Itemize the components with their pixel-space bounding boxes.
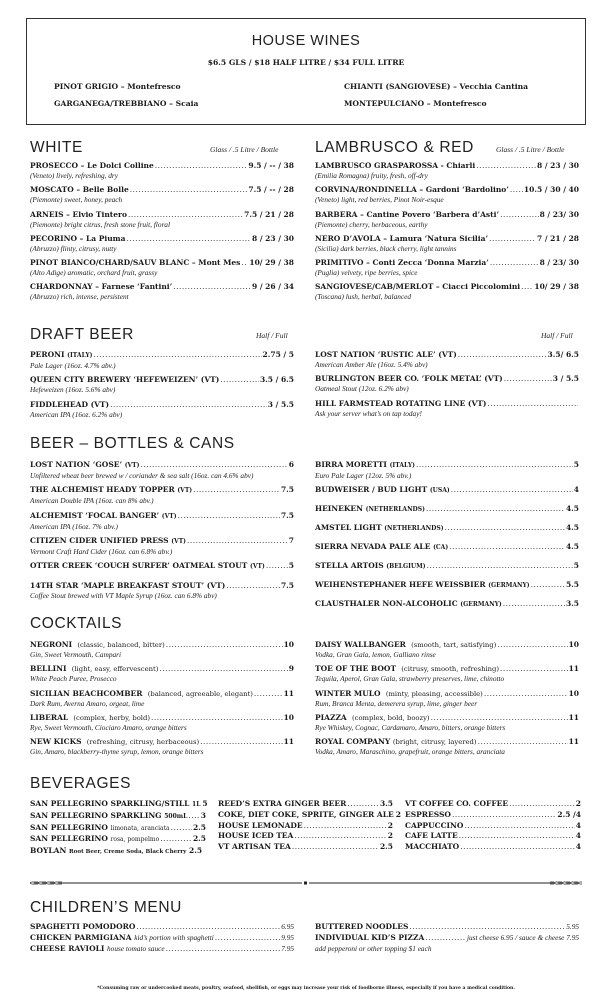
item-note: (complex, herby, bold) bbox=[73, 713, 150, 722]
item-price: 9.5 / -- / 38 bbox=[248, 161, 294, 170]
beverages-col-2 bbox=[218, 799, 401, 853]
item-desc: (Puglia) velvety, ripe berries, spice bbox=[315, 268, 418, 278]
item-origin: (GERMANY) bbox=[488, 582, 530, 590]
house-wine-item: MONTEPULCIANO – Montefresco bbox=[344, 99, 487, 108]
item-price: 2 bbox=[387, 820, 393, 830]
item-name: FIDDLEHEAD (VT) bbox=[30, 399, 110, 409]
item-price: 6.95 bbox=[281, 922, 294, 931]
item-name: WINTER MULO bbox=[315, 688, 381, 698]
item-price: 11 bbox=[568, 737, 579, 747]
menu-item bbox=[315, 210, 579, 229]
menu-item bbox=[315, 561, 579, 572]
item-desc: (Toscana) lush, herbal, balanced bbox=[315, 292, 412, 302]
item-note: house tomato sauce bbox=[107, 943, 165, 953]
item-origin: (ITALY) bbox=[67, 352, 93, 359]
beverages-col-3 bbox=[405, 799, 581, 853]
item-origin: (USA) bbox=[429, 487, 450, 495]
white-column-header: Glass / .5 Litre / Bottle bbox=[210, 145, 279, 154]
ornamental-divider bbox=[30, 880, 582, 886]
item-origin: (CA) bbox=[433, 544, 449, 552]
item-name: QUEEN CITY BREWERY ‘HEFEWEIZEN’ (VT) bbox=[30, 375, 220, 385]
children-list-right bbox=[315, 922, 579, 953]
item-price: 5 bbox=[573, 561, 579, 571]
menu-item bbox=[218, 842, 393, 853]
item-name: ROYAL COMPANY bbox=[315, 737, 391, 747]
item-desc: Coffee Stout brewed with VT Maple Syrup (16oz. can 6.8% abv) bbox=[30, 591, 217, 601]
item-name: VT ARTISAN TEA bbox=[218, 842, 291, 852]
house-wines-prices: $6.5 GLS / $18 HALF LITRE / $34 FULL LITRE bbox=[207, 58, 405, 67]
item-desc: American Double IPA (16oz. can 8% abv.) bbox=[30, 496, 154, 506]
bottles-list-right bbox=[315, 460, 579, 616]
item-name: AMSTEL LIGHT bbox=[315, 523, 382, 533]
item-name: HOUSE ICED TEA bbox=[218, 831, 294, 841]
item-note: 500mL bbox=[164, 812, 188, 820]
menu-item bbox=[315, 523, 579, 534]
item-name: PROSECCO – Le Dolci Colline bbox=[30, 161, 154, 170]
item-desc: Rye Whiskey, Cognac, Cardamaro, Amaro, bitters, orange bitters bbox=[315, 722, 506, 732]
item-name: MOSCATO – Belle Bolle bbox=[30, 185, 129, 195]
item-desc: Vodka, Amaro, Maraschino, grapefruit, orange bitters, aranciata bbox=[315, 747, 505, 757]
item-price: 5.95 bbox=[566, 922, 579, 931]
item-desc: (Emilia Romagna) fruity, fresh, off-dry bbox=[315, 171, 428, 180]
menu-item bbox=[315, 374, 579, 393]
item-price: 8 / 23/ 30 bbox=[539, 258, 579, 268]
menu-item bbox=[315, 640, 579, 659]
item-price: 2.5 bbox=[192, 834, 206, 844]
menu-item bbox=[30, 185, 294, 204]
item-desc: Gin, Amaro, blackberry-thyme syrup, lemon, orange bitters bbox=[30, 747, 204, 757]
section-title-red: LAMBRUSCO & RED bbox=[315, 139, 474, 156]
item-desc: (Veneto) lively, refreshing, dry bbox=[30, 171, 119, 180]
menu-item bbox=[315, 485, 579, 496]
item-price: 2.5 bbox=[189, 846, 203, 856]
beverages-col-1 bbox=[30, 799, 206, 858]
menu-item bbox=[315, 504, 579, 515]
item-origin: (NETHERLANDS) bbox=[384, 525, 444, 533]
item-price: just cheese 6.95 / sauce & cheese 7.95 bbox=[466, 932, 579, 942]
item-price: 7.5 / 21 / 28 bbox=[244, 209, 294, 219]
item-price: 4 bbox=[575, 842, 581, 852]
item-price: 2.5 bbox=[379, 842, 393, 852]
item-name: NEGRONI bbox=[30, 640, 73, 649]
item-name: REED’S EXTRA GINGER BEER bbox=[218, 799, 347, 808]
item-price: 8 / 23 / 30 bbox=[251, 233, 294, 243]
item-origin: (VT) bbox=[177, 487, 193, 495]
item-name: PERONI bbox=[30, 350, 65, 359]
menu-item bbox=[315, 185, 579, 204]
item-desc: (Abruzzo) flinty, citrusy, nutty bbox=[30, 243, 117, 253]
item-name: BURLINGTON BEER CO. ‘FOLK METAL’ (VT) bbox=[315, 374, 503, 384]
item-name: PECORINO – La Piuma bbox=[30, 233, 126, 243]
item-desc: Gin, Sweet Vermouth, Campari bbox=[30, 650, 122, 659]
item-desc: Hefeweizen (16oz. 5.6% abv) bbox=[30, 385, 116, 395]
item-name: LOST NATION ‘GOSE’ bbox=[30, 460, 123, 469]
house-wines-box bbox=[26, 18, 586, 125]
menu-item bbox=[30, 536, 294, 556]
item-note: Root Beer, Creme Soda, Black Cherry bbox=[68, 849, 187, 856]
item-name: SIERRA NEVADA PALE ALE bbox=[315, 542, 431, 552]
menu-item bbox=[30, 846, 206, 858]
item-name: SAN PELLEGRINO SPARKLING bbox=[30, 810, 162, 820]
item-name: HILL FARMSTEAD ROTATING LINE (VT) bbox=[315, 398, 487, 408]
item-name: CITIZEN CIDER UNIFIED PRESS bbox=[30, 535, 169, 545]
red-column-header: Glass / .5 Litre / Bottle bbox=[496, 145, 565, 154]
menu-item bbox=[30, 922, 294, 933]
item-origin: (NETHERLANDS) bbox=[365, 506, 425, 514]
section-title-cocktails: COCKTAILS bbox=[30, 615, 123, 632]
menu-item bbox=[30, 823, 206, 835]
section-title-beverages: BEVERAGES bbox=[30, 775, 132, 792]
item-name: TOE OF THE BOOT bbox=[315, 664, 397, 674]
item-price: 3.5 bbox=[565, 599, 579, 609]
item-desc: Dark Rum, Averna Amaro, orgeat, lime bbox=[30, 698, 145, 708]
menu-item bbox=[218, 809, 401, 821]
item-desc: Vermont Craft Hard Cider (16oz. can 6.8% abv.) bbox=[30, 546, 173, 556]
menu-item bbox=[315, 933, 579, 944]
item-origin: (BELGIUM) bbox=[386, 563, 426, 571]
cocktails-list-right bbox=[315, 640, 579, 761]
item-desc: Rye, Sweet Vermouth, Ciociaro Amaro, orange bitters bbox=[30, 722, 187, 732]
menu-item bbox=[315, 460, 579, 480]
item-price: 11 bbox=[283, 688, 294, 698]
item-name: STELLA ARTOIS bbox=[315, 561, 384, 571]
menu-item bbox=[30, 485, 294, 505]
item-origin: (VT) bbox=[124, 462, 140, 469]
item-price: 2 bbox=[387, 831, 393, 841]
item-price: 7.5 / -- / 28 bbox=[248, 185, 294, 195]
draft-column-header-left: Half / Full bbox=[256, 331, 288, 340]
item-price: 5 bbox=[202, 799, 208, 808]
item-price: 10/ 29 / 38 bbox=[534, 282, 579, 292]
menu-item bbox=[30, 561, 294, 572]
item-name: SPAGHETTI POMODORO bbox=[30, 922, 136, 931]
item-desc: add pepperoni or other topping $1 each bbox=[315, 943, 432, 953]
menu-item bbox=[30, 258, 294, 277]
item-desc: Vodka, Gran Gala, lemon, Galliano rinse bbox=[315, 650, 436, 659]
menu-item bbox=[30, 689, 294, 708]
item-price: 3 bbox=[200, 810, 206, 820]
item-name: ESPRESSO bbox=[405, 809, 451, 819]
item-name: VT COFFEE CO. COFFEE bbox=[405, 799, 509, 808]
menu-item bbox=[30, 460, 294, 480]
item-note: rosa, pompelmo bbox=[110, 836, 160, 844]
item-desc: American Amber Ale (16oz. 5.4% abv) bbox=[315, 360, 428, 369]
item-price: 9 bbox=[288, 664, 294, 674]
item-note: (bright, citrusy, layered) bbox=[392, 738, 477, 747]
item-price: 2.5 /4 bbox=[557, 809, 581, 819]
item-price: 3.5/ 6.5 bbox=[547, 350, 579, 359]
item-name: CHEESE RAVIOLI bbox=[30, 943, 105, 953]
white-wine-list bbox=[30, 161, 294, 307]
item-desc: White Peach Puree, Prosecco bbox=[30, 674, 117, 684]
menu-item bbox=[315, 922, 579, 933]
item-name: BUDWEISER / BUD LIGHT bbox=[315, 485, 428, 495]
item-name: HEINEKEN bbox=[315, 504, 363, 514]
house-wine-item: PINOT GRIGIO – Montefresco bbox=[54, 82, 181, 91]
item-name: CAPPUCCINO bbox=[405, 820, 464, 830]
item-origin: (VT) bbox=[171, 537, 187, 545]
menu-item bbox=[405, 799, 581, 810]
item-name: OTTER CREEK ‘COUCH SURFER’ OATMEAL STOUT bbox=[30, 561, 248, 571]
item-name: SAN PELLEGRINO bbox=[30, 834, 108, 844]
item-name: THE ALCHEMIST HEADY TOPPER bbox=[30, 485, 175, 495]
item-origin: (VT) bbox=[250, 563, 265, 571]
item-price: 2.5 bbox=[192, 822, 206, 832]
menu-item bbox=[315, 258, 579, 277]
item-note: (balanced, agreeable, elegant) bbox=[147, 689, 253, 698]
menu-item bbox=[30, 799, 206, 811]
item-name: CORVINA/RONDINELLA – Gardoni ‘Bardolino’ bbox=[315, 185, 509, 195]
item-note: kid’s portion with spaghetti bbox=[134, 932, 214, 942]
house-wine-item: CHIANTI (SANGIOVESE) – Vecchia Cantina bbox=[344, 82, 529, 91]
menu-item bbox=[315, 161, 579, 180]
item-name: LAMBRUSCO GRASPAROSSA - Chiarli bbox=[315, 161, 476, 170]
item-price: 10.5 / 30 / 40 bbox=[523, 185, 579, 195]
menu-item bbox=[218, 799, 393, 810]
item-name: ALCHEMIST ‘FOCAL BANGER’ bbox=[30, 510, 160, 520]
menu-item bbox=[315, 542, 579, 553]
section-title-white: WHITE bbox=[30, 139, 83, 156]
item-desc: Pale Lager (16oz. 4.7% abv.) bbox=[30, 361, 116, 370]
menu-item bbox=[30, 664, 294, 683]
item-name: SAN PELLEGRINO SPARKLING/STILL bbox=[30, 799, 190, 808]
item-price: 11 bbox=[568, 664, 579, 674]
item-note: (citrusy, smooth, refreshing) bbox=[401, 665, 500, 674]
menu-item bbox=[30, 811, 206, 823]
item-price: 3.5 / 6.5 bbox=[259, 375, 294, 385]
item-price: 4 bbox=[573, 485, 579, 495]
item-desc: (Piemonte) cherry, herbaceous, earthy bbox=[315, 219, 428, 229]
item-desc: (Piemonte) bright citrus, fresh stone fruit, floral bbox=[30, 219, 170, 229]
item-price: 7.5 bbox=[280, 510, 294, 520]
item-name: CHARDONNAY – Farnese ‘Fantini’ bbox=[30, 282, 173, 292]
item-price: 4 bbox=[575, 820, 581, 830]
item-price: 7 / 21 / 28 bbox=[536, 233, 579, 243]
item-desc: Euro Pale Lager (12oz. 5% abv.) bbox=[315, 471, 412, 480]
draft-column-header-right: Half / Full bbox=[541, 331, 573, 340]
item-name: MACCHIATO bbox=[405, 842, 460, 852]
children-list-left bbox=[30, 922, 294, 954]
menu-item bbox=[30, 511, 294, 531]
item-note: (complex, bold, boozy) bbox=[351, 713, 430, 722]
item-price: 8 / 23/ 30 bbox=[539, 209, 579, 219]
item-price: 3 / 5.5 bbox=[552, 374, 579, 384]
item-name: LIBERAL bbox=[30, 712, 69, 722]
menu-item bbox=[315, 234, 579, 253]
menu-item bbox=[315, 599, 579, 610]
item-name: PRIMITIVO – Conti Zecca ‘Donna Marzia’ bbox=[315, 258, 489, 268]
item-desc: Ask your server what’s on tap today! bbox=[315, 408, 422, 418]
item-desc: Oatmeal Stout (12oz. 6.2% abv) bbox=[315, 384, 409, 394]
item-price: 10 bbox=[568, 688, 579, 698]
item-price: 2 bbox=[575, 799, 581, 808]
item-price: 4.5 bbox=[565, 504, 579, 514]
allergy-footnote: *Consuming raw or undercooked meats, poultry, seafood, shellfish, or eggs may increase your risk of foodborne illness, especially if you have a medical condition. bbox=[97, 986, 515, 991]
item-name: BIRRA MORETTI bbox=[315, 460, 387, 469]
item-price: 2.75 / 5 bbox=[262, 350, 294, 359]
item-origin: (GERMANY) bbox=[460, 601, 502, 609]
item-name: SICILIAN BEACHCOMBER bbox=[30, 688, 143, 698]
item-price: 11 bbox=[568, 712, 579, 722]
menu-item bbox=[30, 375, 294, 394]
red-wine-list bbox=[315, 161, 579, 307]
menu-item bbox=[315, 580, 579, 591]
menu-item bbox=[315, 737, 579, 756]
item-desc: American IPA (16oz. 7% abv.) bbox=[30, 521, 118, 531]
item-name: LOST NATION ‘RUSTIC ALE’ (VT) bbox=[315, 350, 457, 359]
item-origin: (VT) bbox=[161, 512, 177, 520]
item-price: 5.5 bbox=[565, 580, 579, 590]
item-name: PINOT BIANCO/CHARD/SAUV BLANC – Mont Mes bbox=[30, 258, 241, 268]
bottles-list-left bbox=[30, 460, 294, 605]
menu-item bbox=[30, 350, 294, 370]
item-name: PIAZZA bbox=[315, 712, 347, 722]
menu-item bbox=[30, 161, 294, 180]
item-origin: (ITALY) bbox=[389, 462, 415, 469]
menu-item bbox=[405, 821, 581, 832]
item-desc: (Alto Adige) aromatic, orchard fruit, grassy bbox=[30, 268, 158, 278]
item-name: CAFE LATTE bbox=[405, 831, 458, 841]
item-price: 10 bbox=[283, 712, 294, 722]
item-note: (smooth, tart, satisfying) bbox=[411, 641, 497, 649]
item-price: 10 bbox=[283, 640, 294, 649]
item-note: (refreshing, citrusy, herbaceous) bbox=[86, 738, 200, 747]
item-price: 9 / 26 / 34 bbox=[251, 282, 294, 292]
item-price: 4.5 bbox=[565, 523, 579, 533]
item-price: 5 bbox=[288, 561, 294, 571]
menu-item bbox=[30, 933, 294, 944]
menu-item bbox=[30, 737, 294, 756]
item-name: DAISY WALLBANGER bbox=[315, 640, 406, 649]
menu-item bbox=[218, 821, 393, 832]
item-desc: (Piemonte) sweet, honey, peach bbox=[30, 195, 123, 205]
item-name: CLAUSTHALER NON-ALCOHOLIC bbox=[315, 599, 458, 609]
item-note: limonata, aranciata bbox=[110, 824, 170, 832]
item-desc: Tequila, Aperol, Gran Gala, strawberry preserves, lime, chinotto bbox=[315, 674, 505, 684]
item-name: CHICKEN PARMIGIANA bbox=[30, 932, 132, 942]
item-price: 6 bbox=[288, 460, 294, 469]
menu-item bbox=[30, 944, 294, 955]
item-price: 3.5 bbox=[379, 799, 393, 808]
item-price: 7.5 bbox=[280, 581, 294, 591]
item-name: BARBERA – Cantine Povero ‘Barbera d’Asti’ bbox=[315, 209, 500, 219]
item-price: 2 bbox=[395, 809, 401, 819]
item-name: BELLINI bbox=[30, 664, 67, 674]
menu-item bbox=[315, 350, 579, 369]
item-note: (classic, balanced, bitter) bbox=[77, 641, 165, 649]
menu-item bbox=[315, 689, 579, 708]
item-name: COKE, DIET COKE, SPRITE, GINGER ALE bbox=[218, 809, 394, 819]
draft-list-left bbox=[30, 350, 294, 424]
menu-item bbox=[218, 831, 393, 842]
item-desc: American IPA (16oz. 6.2% abv) bbox=[30, 409, 123, 419]
item-price: 7.95 bbox=[281, 943, 294, 953]
item-name: NEW KICKS bbox=[30, 737, 82, 747]
item-note: 1L bbox=[192, 801, 201, 808]
section-title-draft: DRAFT BEER bbox=[30, 326, 134, 343]
menu-item bbox=[405, 831, 581, 842]
draft-list-right bbox=[315, 350, 579, 423]
menu-item bbox=[405, 842, 581, 853]
item-name: SAN PELLEGRINO bbox=[30, 822, 108, 832]
item-price: 7.5 bbox=[280, 485, 294, 495]
item-desc: Unfiltered wheat beer brewed w / coriander & sea salt (16oz. can 4.6% abv) bbox=[30, 471, 254, 480]
item-price: 8 / 23 / 30 bbox=[536, 161, 579, 170]
item-desc: (Sicilia) dark berries, black cherry, light tannins bbox=[315, 243, 457, 253]
item-name: BOYLAN bbox=[30, 846, 67, 856]
item-name: SANGIOVESE/CAB/MERLOT – Ciacci Piccolomini bbox=[315, 282, 521, 292]
menu-item bbox=[30, 713, 294, 732]
menu-item bbox=[315, 664, 579, 683]
item-note: (light, easy, effervescent) bbox=[71, 665, 159, 674]
menu-item bbox=[405, 810, 581, 821]
menu-item bbox=[30, 640, 294, 659]
item-name: NERO D’AVOLA – Lamura ‘Natura Sicilia’ bbox=[315, 233, 489, 243]
item-name: WEIHENSTEPHANER HEFE WEISSBIER bbox=[315, 580, 486, 590]
item-price: 9.95 bbox=[281, 932, 294, 942]
item-name: INDIVIDUAL KID’S PIZZA bbox=[315, 932, 425, 942]
item-name: 14TH STAR ‘MAPLE BREAKFAST STOUT’ (VT) bbox=[30, 581, 226, 591]
item-desc: Rum, Branca Menta, demerera syrup, lime, ginger beer bbox=[315, 698, 478, 708]
item-price: 10/ 29 / 38 bbox=[249, 258, 294, 268]
menu-item bbox=[30, 210, 294, 229]
item-price: 4.5 bbox=[565, 542, 579, 552]
item-name: ARNEIS – Elvio Tintero bbox=[30, 209, 127, 219]
item-name: HOUSE LEMONADE bbox=[218, 820, 303, 830]
menu-item bbox=[30, 834, 206, 846]
house-wines-title: HOUSE WINES bbox=[251, 33, 361, 49]
menu-item bbox=[315, 399, 579, 418]
menu-item bbox=[30, 234, 294, 253]
cocktails-list-left bbox=[30, 640, 294, 761]
menu-item bbox=[30, 400, 294, 419]
item-desc: (Abruzzo) rich, intense, persistent bbox=[30, 292, 129, 302]
menu-item bbox=[315, 282, 579, 301]
item-price: 4 bbox=[575, 831, 581, 841]
menu-item bbox=[30, 282, 294, 301]
item-name: BUTTERED NOODLES bbox=[315, 922, 409, 931]
menu-item bbox=[315, 713, 579, 732]
item-price: 10 bbox=[568, 640, 579, 649]
item-desc: (Veneto) light, red berries, Pinot Noir-esque bbox=[315, 195, 444, 205]
item-price: 3 / 5.5 bbox=[267, 399, 294, 409]
item-price: 7 bbox=[288, 535, 294, 545]
item-note: (minty, pleasing, accessible) bbox=[385, 689, 483, 698]
menu-item bbox=[30, 581, 294, 600]
house-wine-item: GARGANEGA/TREBBIANO – Scaia bbox=[54, 99, 199, 108]
section-title-children: CHILDREN’S MENU bbox=[30, 899, 182, 916]
item-price: 11 bbox=[283, 737, 294, 747]
item-price: 5 bbox=[573, 460, 579, 469]
section-title-bottles: BEER – BOTTLES & CANS bbox=[30, 435, 235, 452]
